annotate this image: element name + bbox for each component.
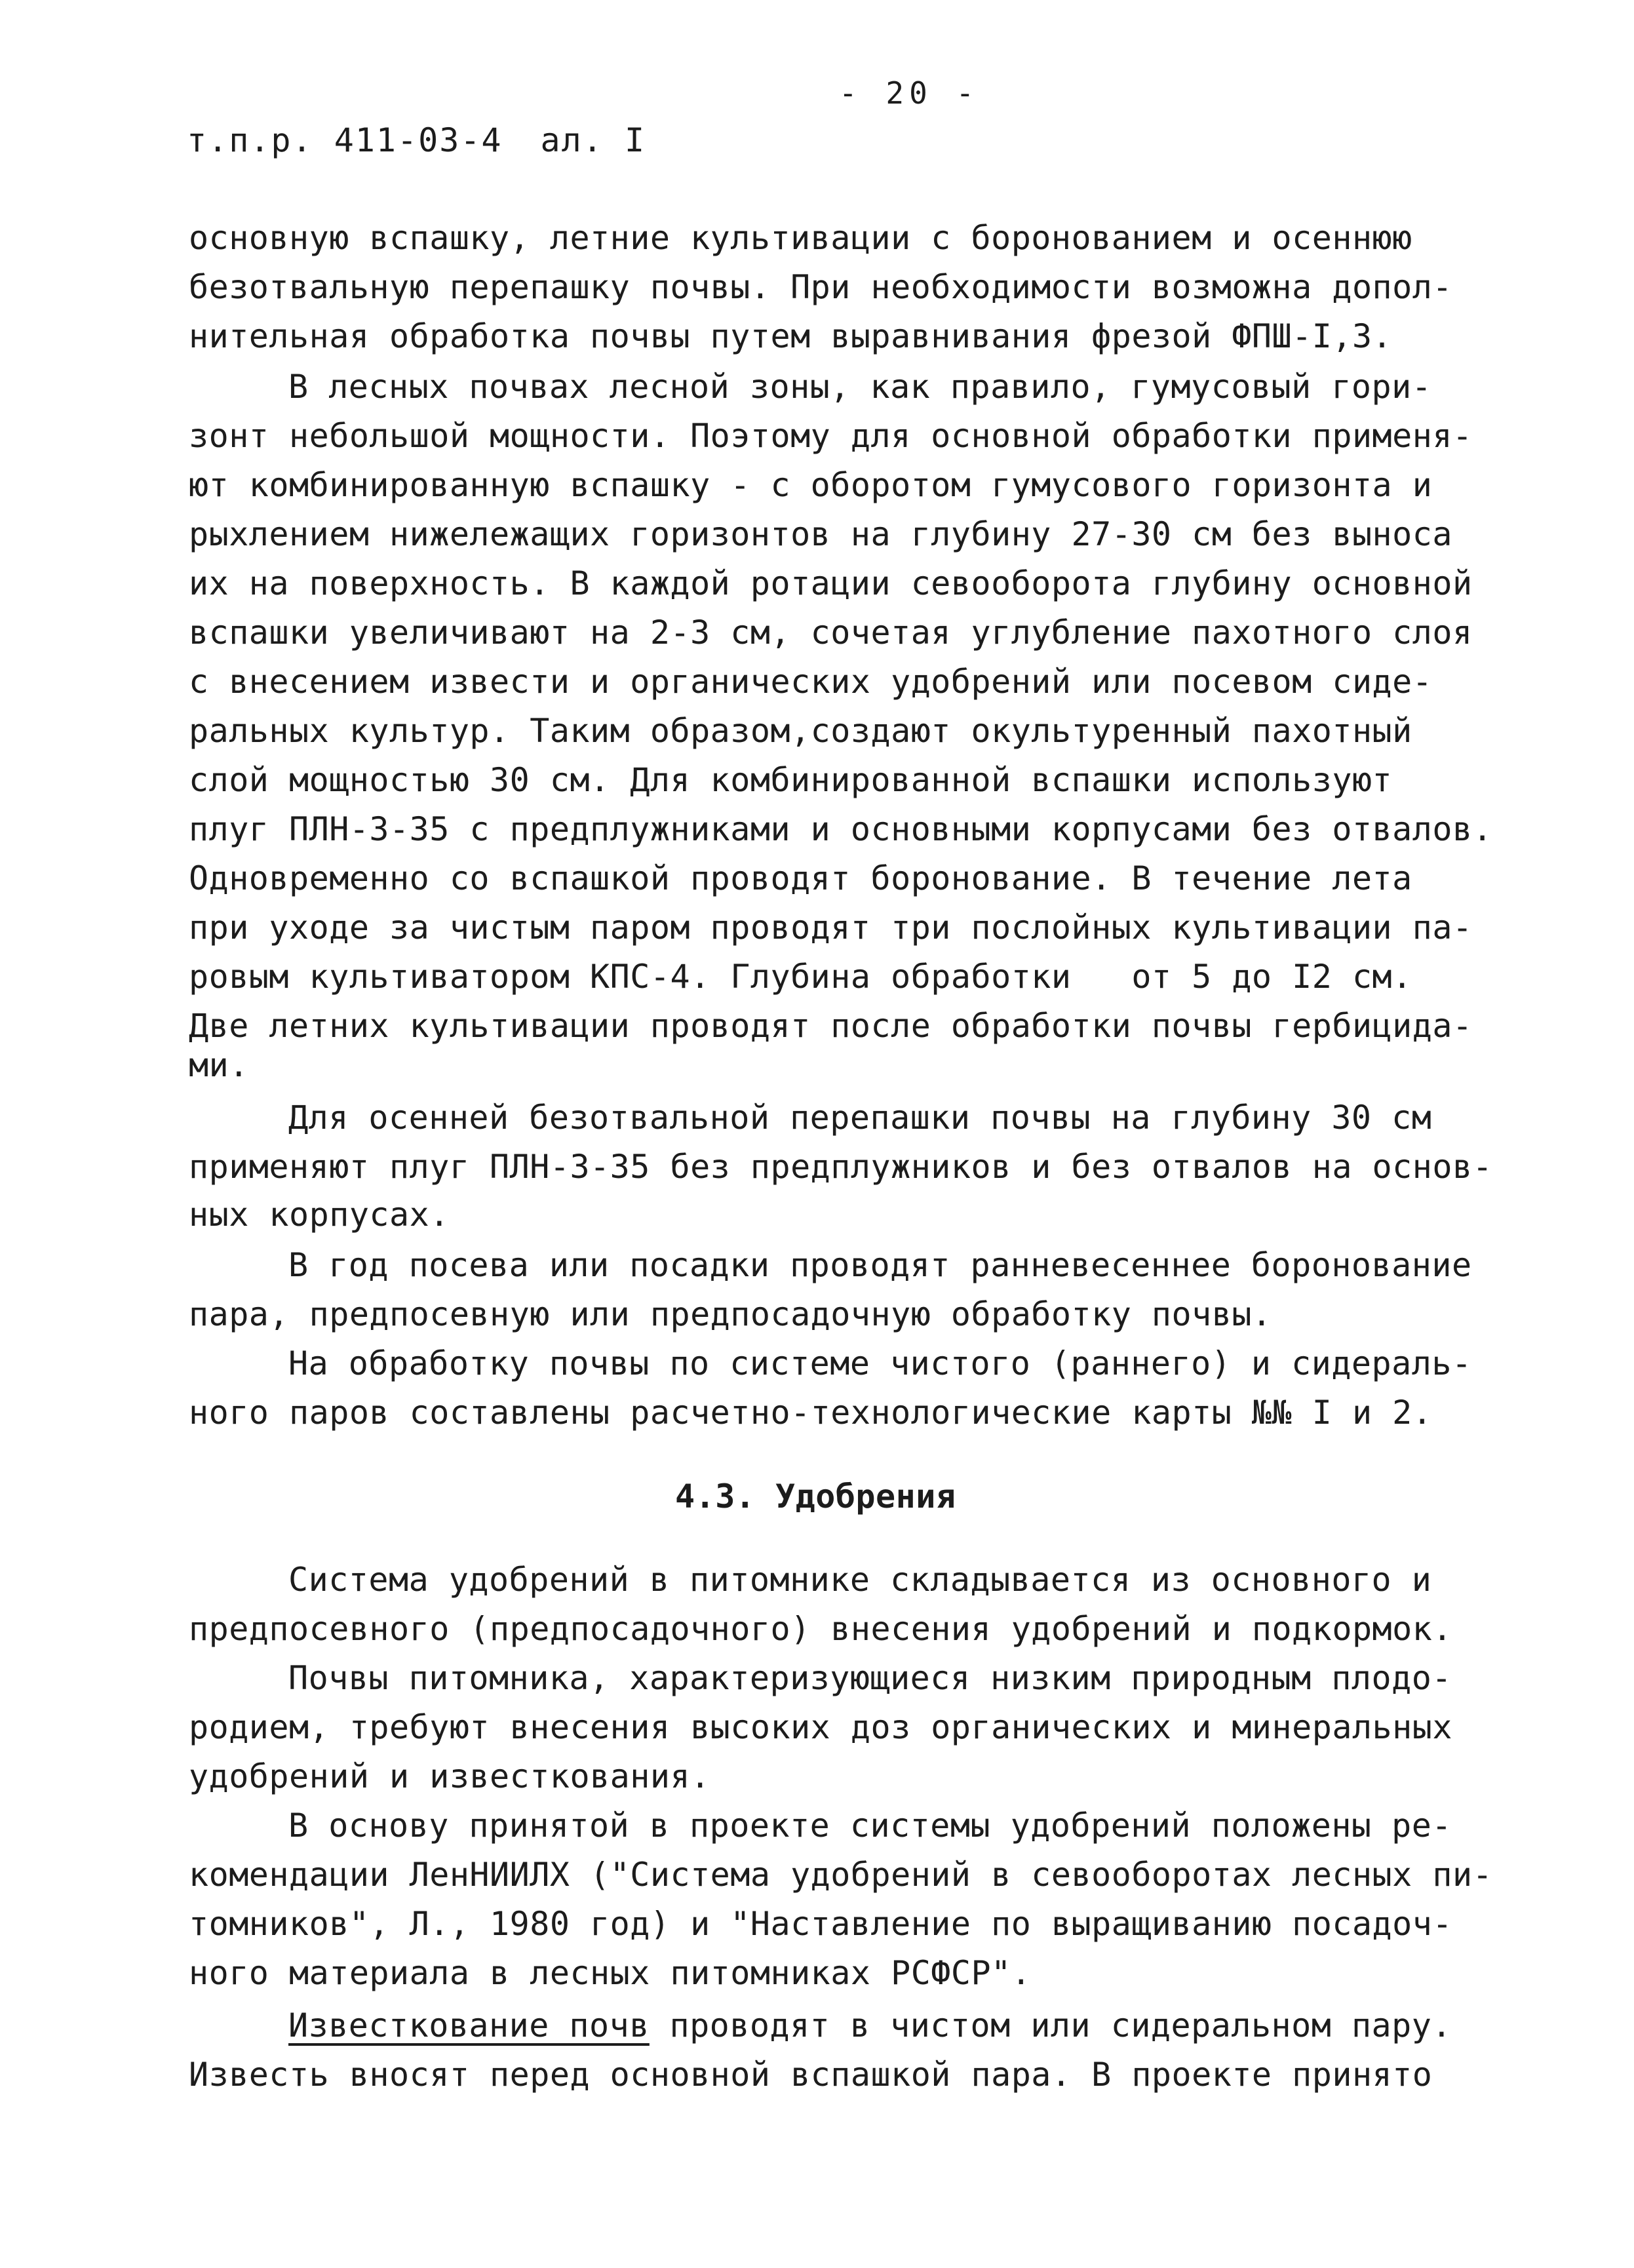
body-line: ного материала в лесных питомниках РСФСР". [189,1954,1032,1992]
page-number: - 20 - [839,75,980,111]
body-line: В лесных почвах лесной зоны, как правило, гумусовый гори- [288,368,1432,406]
body-line: рыхлением нижележащих горизонтов на глубину 27-30 см без выноса [189,515,1452,553]
body-line: В основу принятой в проекте системы удобрений положены ре- [288,1807,1452,1845]
body-line: вспашки увеличивают на 2-3 см, сочетая углубление пахотного слоя [189,614,1473,652]
body-line: ного паров составлены расчетно-технологические карты №№ I и 2. [189,1394,1433,1432]
body-line: томников", Л., 1980 год) и "Наставление по выращиванию посадоч- [189,1905,1452,1943]
body-line: ровым культиватором КПС-4. Глубина обработки от 5 до I2 см. [189,958,1412,996]
body-line: ральных культур. Таким образом,создают окультуренный пахотный [189,712,1412,750]
section-heading: 4.3. Удобрения [675,1477,956,1515]
body-line: пара, предпосевную или предпосадочную обработку почвы. [189,1295,1272,1333]
body-line: ми. [189,1046,249,1084]
body-line: Известь вносят перед основной вспашкой пара. В проекте принято [189,2056,1433,2094]
body-line: На обработку почвы по системе чистого (раннего) и сидераль- [288,1344,1472,1382]
body-line: удобрений и известкования. [189,1757,710,1795]
body-line: Система удобрений в питомнике складывается из основного и [288,1561,1432,1599]
body-line-rest: проводят в чистом или сидеральном пару. [669,2006,1452,2044]
project-code: т.п.р. 411-03-4 [187,121,503,159]
underlined-term: Известкование почв [288,2006,650,2044]
body-line: ных корпусах. [189,1196,450,1234]
body-line: В год посева или посадки проводят ранневесеннее боронование [288,1246,1472,1284]
sheet-label: ал. I [540,121,646,159]
body-line: Для осенней безотвальной перепашки почвы на глубину 30 см [288,1099,1432,1137]
body-line: ют комбинированную вспашку - с оборотом гумусового горизонта и [189,466,1433,504]
body-line: нительная обработка почвы путем выравнивания фрезой ФПШ-I,3. [189,317,1393,355]
body-line: комендации ЛенНИИЛХ ("Система удобрений в севооборотах лесных пи- [189,1856,1493,1894]
body-line: их на поверхность. В каждой ротации севооборота глубину основной [189,564,1473,602]
body-line: предпосевного (предпосадочного) внесения удобрений и подкормок. [189,1610,1452,1648]
body-line: Две летних культивации проводят после обработки почвы гербицида- [189,1007,1473,1045]
body-line: применяют плуг ПЛН-3-35 без предплужников и без отвалов на основ- [189,1148,1493,1186]
body-line: плуг ПЛН-3-35 с предплужниками и основными корпусами без отвалов. [189,810,1493,848]
body-line: основную вспашку, летние культивации с боронованием и осеннюю [189,219,1412,257]
body-line-liming [288,2006,1452,2044]
body-line: слой мощностью 30 см. Для комбинированной вспашки используют [189,761,1393,799]
document-reference [187,121,646,159]
body-line: при уходе за чистым паром проводят три послойных культивации па- [189,909,1473,947]
body-line: безотвальную перепашку почвы. При необходимости возможна допол- [189,268,1452,306]
body-line: Почвы питомника, характеризующиеся низким природным плодо- [288,1659,1452,1697]
body-line: зонт небольшой мощности. Поэтому для основной обработки применя- [189,417,1473,455]
body-line: Одновременно со вспашкой проводят боронование. В течение лета [189,859,1412,897]
body-line: с внесением извести и органических удобрений или посевом сиде- [189,663,1433,701]
body-line: родием, требуют внесения высоких доз органических и минеральных [189,1708,1452,1746]
